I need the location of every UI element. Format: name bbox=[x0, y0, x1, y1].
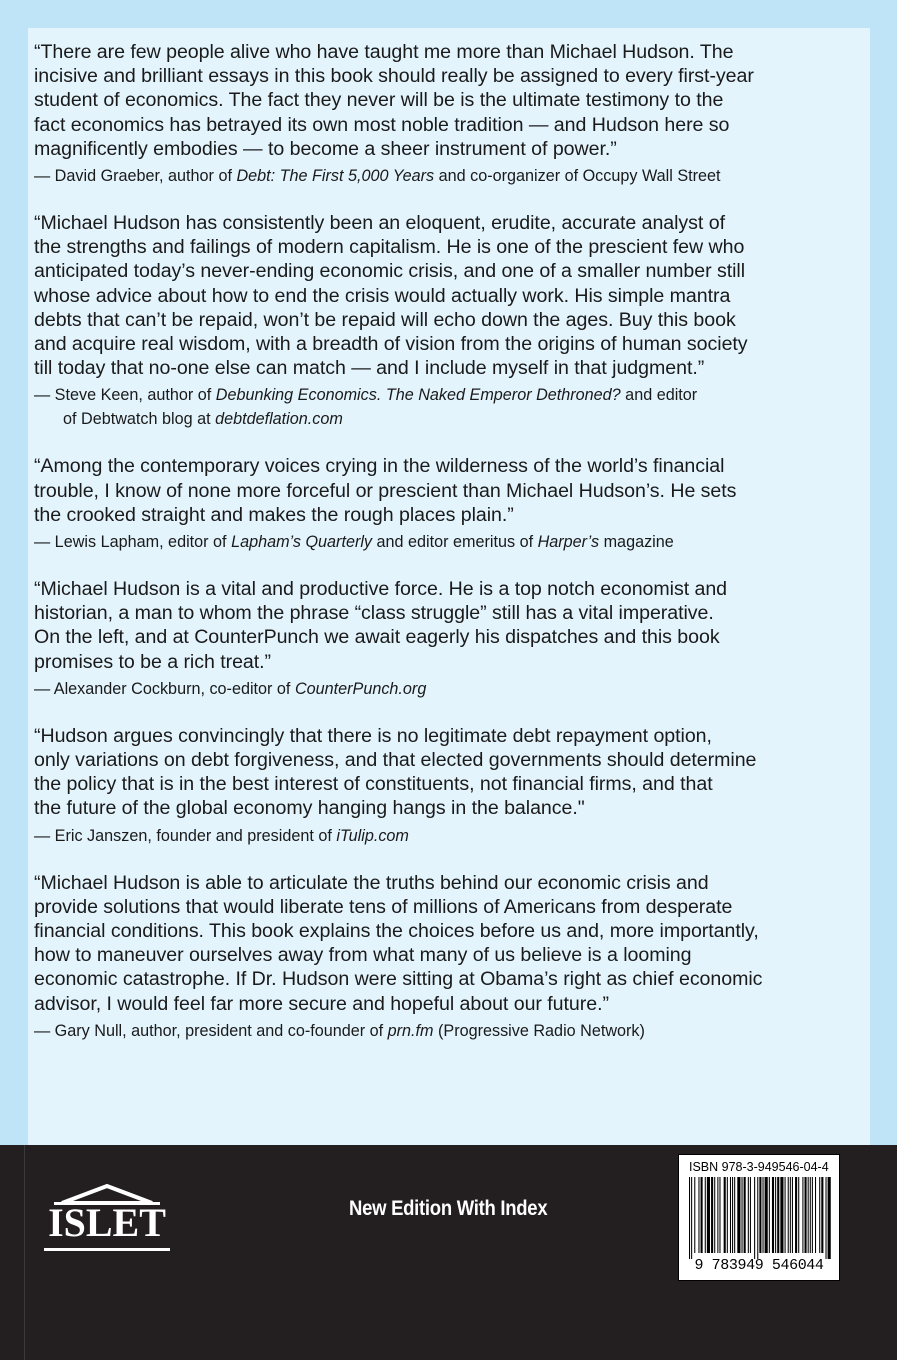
barcode-bar bbox=[777, 1177, 779, 1253]
attribution-part: and editor emeritus of bbox=[372, 533, 538, 552]
barcode-bar bbox=[698, 1177, 699, 1253]
attribution-link: CounterPunch.org bbox=[294, 679, 427, 698]
barcode-bar bbox=[701, 1177, 703, 1253]
barcode-bar bbox=[819, 1177, 820, 1253]
attribution-title: Debt: The First 5,000 Years bbox=[236, 167, 435, 186]
cover-footer bbox=[0, 1145, 897, 1360]
barcode-bar bbox=[792, 1177, 793, 1253]
quote-null bbox=[34, 871, 854, 1043]
attribution-part: — Lewis Lapham, editor of bbox=[34, 533, 232, 552]
barcode-bar bbox=[815, 1177, 816, 1253]
barcode-bar bbox=[732, 1177, 733, 1253]
attribution-link: iTulip.com bbox=[336, 826, 409, 845]
barcode-bar bbox=[826, 1177, 827, 1259]
barcode-bar bbox=[798, 1177, 799, 1253]
quote-attribution bbox=[34, 530, 854, 554]
barcode-bar bbox=[742, 1177, 743, 1253]
quote-text: “Among the contemporary voices crying in the wilderness of the world’s financial trouble, I know of none more forceful or prescient than Michael Hudson’s. He sets the crooked straight and makes the rough places plain.” bbox=[34, 455, 737, 526]
barcode-bar bbox=[802, 1177, 803, 1253]
quote-cockburn bbox=[34, 577, 854, 701]
quote-text: “Michael Hudson has consistently been an eloquent, erudite, accurate analyst of the strengths and failings of modern capitalism. He is one of the prescient few who anticipated today’s never-ending economic crisis, and one of a smaller number still whose advice about how to end the crisis would actually work. His simple mantra debts that can’t be repaid, won’t be repaid will echo down the ages. Buy this book and acquire real wisdom, with a breadth of vision from the origins of human society till today that no-one else can match — and I include myself in that judgment.” bbox=[34, 212, 748, 380]
barcode-bar bbox=[821, 1177, 823, 1253]
barcode-bar bbox=[719, 1177, 720, 1253]
quote-attribution bbox=[34, 677, 854, 701]
attribution-part: — David Graeber, author of bbox=[34, 167, 237, 186]
attribution-title: Debunking Economics. The Naked Emperor Dethroned? bbox=[215, 386, 621, 405]
attribution-part: and co-organizer of Occupy Wall Street bbox=[434, 167, 721, 186]
attribution-part: and editor bbox=[620, 386, 698, 405]
isbn-label: ISBN 978-3-949546-04-4 bbox=[689, 1160, 829, 1174]
barcode-bar bbox=[730, 1177, 731, 1253]
attribution-link: debtdeflation.com bbox=[215, 410, 343, 429]
barcode-bar bbox=[805, 1177, 807, 1253]
attribution-part: — Steve Keen, author of bbox=[34, 386, 216, 405]
barcode-bar bbox=[694, 1177, 695, 1253]
barcode-bar bbox=[788, 1177, 789, 1253]
quote-text: “There are few people alive who have taught me more than Michael Hudson. The incisive and brilliant essays in this book should really be assigned to every first-year student of economics. The fact they never will be is the ultimate testimony to the fact economics has betrayed its own most noble tradition — and Hudson here so magnificently embodies — to become a sheer instrument of power.” bbox=[34, 41, 754, 160]
isbn-barcode bbox=[678, 1154, 840, 1281]
barcode-bar bbox=[780, 1177, 783, 1253]
barcode-bar bbox=[724, 1177, 726, 1253]
quote-keen bbox=[34, 211, 854, 431]
barcode-bar bbox=[828, 1177, 831, 1259]
attribution-part: magazine bbox=[599, 533, 674, 552]
barcode-bar bbox=[707, 1177, 710, 1253]
barcode-bar bbox=[734, 1177, 735, 1253]
quote-graeber bbox=[34, 40, 854, 188]
quote-text: “Hudson argues convincingly that there is no legitimate debt repayment option, only variations on debt forgiveness, and that elected governments should determine the policy that is in the best interest of constituents, not financial firms, and that the future of the global economy hanging hangs in the balance." bbox=[34, 724, 757, 820]
barcode-bar bbox=[775, 1177, 776, 1253]
barcode-bar bbox=[772, 1177, 774, 1253]
attribution-part: — Eric Janszen, founder and president of bbox=[34, 826, 337, 845]
barcode-bar bbox=[705, 1177, 706, 1253]
barcode-bar bbox=[727, 1177, 728, 1253]
publisher-logo bbox=[40, 1183, 174, 1255]
barcode-bar bbox=[754, 1177, 755, 1259]
spine-rule bbox=[24, 1145, 25, 1360]
barcode-bar bbox=[812, 1177, 813, 1253]
attribution-title: Lapham’s Quarterly bbox=[231, 533, 373, 552]
barcode-bar bbox=[748, 1177, 749, 1253]
isbn-digits: 9 783949 546044 bbox=[694, 1257, 824, 1274]
quote-janszen bbox=[34, 724, 854, 848]
barcode-bar bbox=[759, 1177, 761, 1253]
quote-lapham bbox=[34, 454, 854, 554]
quote-text: “Michael Hudson is a vital and productive force. He is a top notch economist and historian, a man to whom the phrase “class struggle” still has a vital imperative. On the left, and at CounterPunch we await eagerly his dispatches and this book promises to be a rich treat.” bbox=[34, 578, 728, 673]
edition-label: New Edition With Index bbox=[349, 1197, 548, 1220]
barcode-bar bbox=[737, 1177, 740, 1253]
quote-attribution bbox=[34, 1019, 854, 1043]
attribution-part: of Debtwatch blog at bbox=[63, 410, 216, 429]
attribution-part: — Alexander Cockburn, co-editor of bbox=[34, 679, 295, 698]
logo-base-line bbox=[40, 1247, 174, 1253]
barcode-bar bbox=[810, 1177, 811, 1253]
barcode-bar bbox=[750, 1177, 751, 1253]
barcode-bars bbox=[687, 1177, 831, 1259]
quote-attribution bbox=[34, 824, 854, 848]
barcode-bar bbox=[795, 1177, 797, 1253]
barcode-bar bbox=[714, 1177, 715, 1253]
attribution-title: Harper’s bbox=[537, 533, 600, 552]
attribution-part: — Gary Null, author, president and co-founder of bbox=[34, 1021, 388, 1040]
barcode-bar bbox=[763, 1177, 764, 1253]
attribution-continuation bbox=[34, 407, 854, 431]
barcode-bar bbox=[689, 1177, 690, 1259]
barcode-bar bbox=[717, 1177, 718, 1253]
publisher-logo-text: ISLET bbox=[48, 1200, 166, 1245]
barcode-bar bbox=[769, 1177, 770, 1253]
barcode-bar bbox=[785, 1177, 786, 1253]
quote-attribution bbox=[34, 164, 854, 188]
barcode-bar bbox=[808, 1177, 809, 1253]
barcode-bar bbox=[744, 1177, 746, 1253]
quote-text: “Michael Hudson is able to articulate the truths behind our economic crisis and provide solutions that would liberate tens of millions of Americans from desperate financial conditions. This book explains the choices before us and, more importantly, how to maneuver ourselves away from what many of us believe is a looming economic catastrophe. If Dr. Hudson were sitting at Obama’s right as chief economic advisor, I would feel far more secure and hopeful about our future.” bbox=[34, 871, 763, 1015]
quote-attribution bbox=[34, 383, 854, 431]
barcode-bar bbox=[790, 1177, 791, 1253]
barcode-bar bbox=[757, 1177, 758, 1259]
attribution-part: (Progressive Radio Network) bbox=[433, 1021, 645, 1040]
quotes-list bbox=[34, 40, 854, 1043]
attribution-link: prn.fm bbox=[387, 1021, 434, 1040]
barcode-bar bbox=[711, 1177, 713, 1253]
barcode-bar bbox=[765, 1177, 768, 1253]
barcode-bar bbox=[691, 1177, 692, 1259]
